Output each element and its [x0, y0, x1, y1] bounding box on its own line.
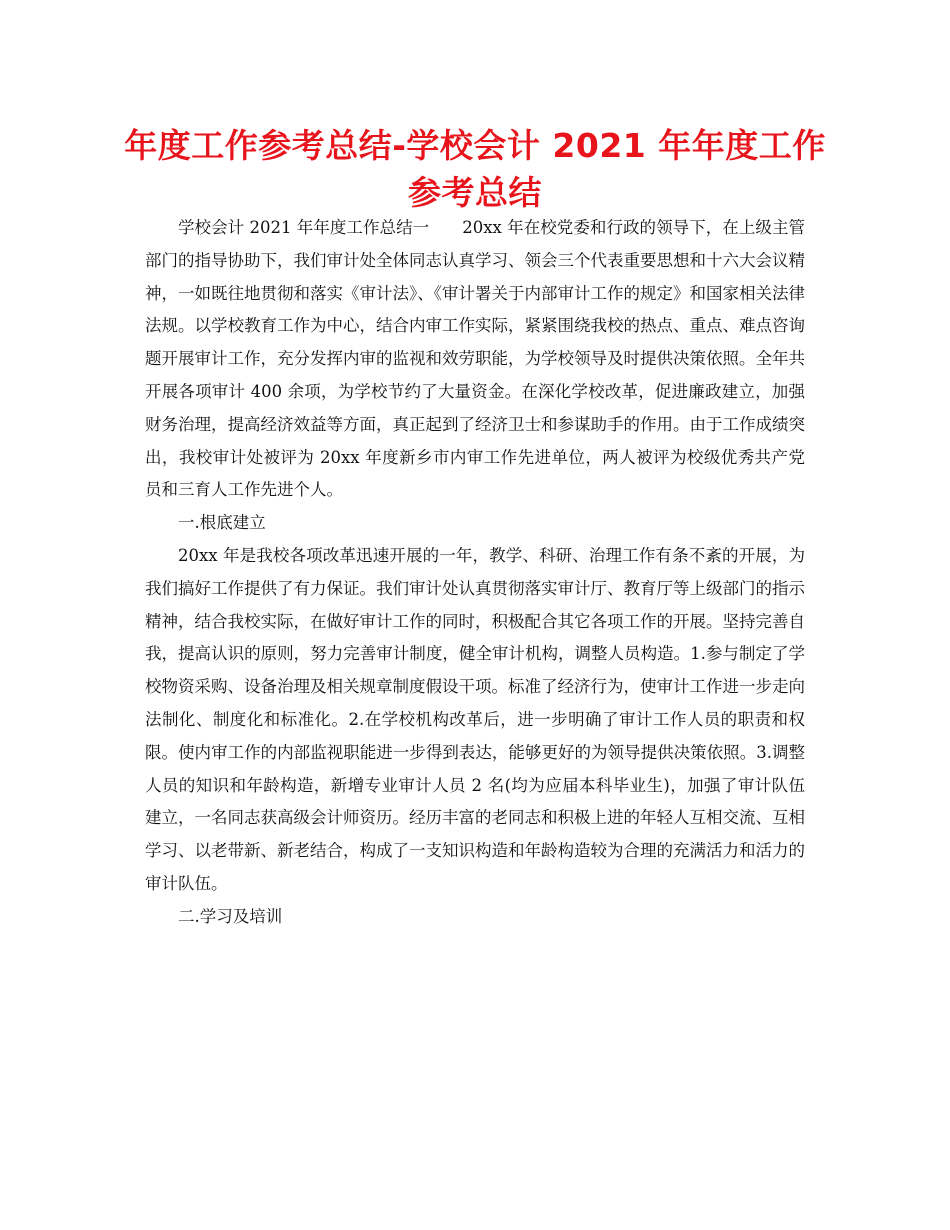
section-1-paragraph: 20xx 年是我校各项改革迅速开展的一年，教学、科研、治理工作有条不紊的开展，为我们搞好工作提供了有力保证。我们审计处认真贯彻落实审计厅、教育厅等上级部门的指示精神，结合我校实际，在做好审计工作的同时，积极配合其它各项工作的开展。坚持完善自我，提高认识的原则，努力完善审计制度，健全审计机构，调整人员构造。1.参与制定了学校物资采购、设备治理及相关规章制度假设干项。标准了经济行为，使审计工作进一步走向法制化、制度化和标准化。2.在学校机构改革后，进一步明确了审计工作人员的职责和权限。使内审工作的内部监视职能进一步得到表达，能够更好的为领导提供决策依照。3.调整人员的知识和年龄构造，新增专业审计人员 2 名(均为应届本科毕业生)，加强了审计队伍建立，一名同志获高级会计师资历。经历丰富的老同志和积极上进的年轻人互相交流、互相学习、以老带新、新老结合，构成了一支知识构造和年龄构造较为合理的充满活力和活力的审计队伍。 — [145, 545, 805, 893]
document-body — [145, 212, 805, 934]
section-heading-1: 一.根底建立 — [178, 513, 266, 533]
intro-paragraph: 学校会计 2021 年年度工作总结一 20xx 年在校党委和行政的领导下，在上级主管部门的指导协助下，我们审计处全体同志认真学习、领会三个代表重要思想和十六大会议精神，一如既往地贯彻和落实《审计法》、《审计署关于内部审计工作的规定》和国家相关法律法规。以学校教育工作为中心，结合内审工作实际，紧紧围绕我校的热点、重点、难点咨询题开展审计工作，充分发挥内审的监视和效劳职能，为学校领导及时提供决策依照。全年共开展各项审计 400 余项，为学校节约了大量资金。在深化学校改革，促进廉政建立，加强财务治理，提高经济效益等方面，真正起到了经济卫士和参谋助手的作用。由于工作成绩突出，我校审计处被评为 20xx 年度新乡市内审工作先进单位，两人被评为校级优秀共产党员和三育人工作先进个人。 — [145, 218, 805, 500]
document-title: 年度工作参考总结-学校会计 2021 年年度工作参考总结 — [124, 126, 826, 212]
section-heading-2: 二.学习及培训 — [178, 906, 283, 926]
